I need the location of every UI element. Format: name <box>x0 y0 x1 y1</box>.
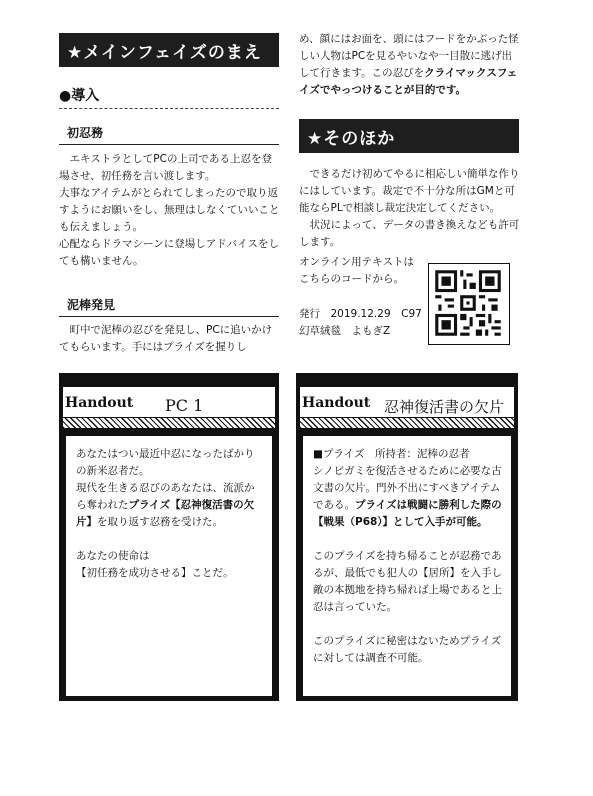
first-mission-p3: 心配ならドラマシーンに登場しアドバイスをしても構いません。 <box>59 238 279 267</box>
handout-prize-line4: このプライズに秘密はないためプライズに対しては調査不可能。 <box>313 635 502 664</box>
other-p1: できるだけ初めてやるに相応しい簡単な作りにはしています。裁定で不十分な所はGMと可能ならPLで相談し裁定決定してください。 <box>299 168 520 214</box>
other-text <box>299 166 521 251</box>
handout-prize-line3: このプライズを持ち帰ることが忍務であるが、最低でも犯人の【居所】を入手し敵の本拠地を持ち帰れば上場であると上忍は言っていた。 <box>313 550 502 613</box>
handout-pc1-prize: プライズ【忍神復活書の欠片】 <box>76 499 255 528</box>
online-note <box>299 254 429 288</box>
handout-prize-header <box>300 387 514 430</box>
handout-prize-body <box>302 435 512 697</box>
handout-pc1-mission: 【初任務を成功させる】ことだ。 <box>76 567 234 579</box>
thief-p1: 町中で泥棒の忍びを発見し、PCに追いかけてもらいます。手にはプライズを握りし <box>59 324 273 353</box>
qr-code[interactable] <box>428 263 510 345</box>
other-p2: 状況によって、データの書き換えなども許可します。 <box>299 219 520 248</box>
handout-pc1-line2a: 現代を生きる忍びのあなたは、流派から奪われた <box>76 482 255 511</box>
handout-logo: Handout <box>302 395 371 411</box>
main-title: ★メインフェイズのまえ <box>59 33 279 67</box>
first-mission-heading: 初忍務 <box>59 124 279 145</box>
thief-cont-goal: クライマックスフェイズでやっつけることが目的です。 <box>299 67 518 96</box>
handout-prize-line1: ■プライズ 所持者：泥棒の忍者 <box>313 448 470 460</box>
online-line2: こちらのコードから。 <box>299 273 404 285</box>
qr-code-icon <box>429 264 507 342</box>
first-mission-text <box>59 151 281 270</box>
handout-decoration <box>63 417 275 429</box>
thief-cont-text: め、顔にはお面を、頭にはフードをかぶった怪しい人物はPCを見るやいなや一目散に逃げ出して行きます。この忍びを <box>299 33 519 79</box>
handout-prize <box>296 373 518 701</box>
first-mission-p2: 大事なアイテムがとられてしまったので取り返すようにお願いをし、無理はしなくていいことも伝えましょう。 <box>59 187 280 233</box>
other-title: ★そのほか <box>299 119 519 153</box>
handout-pc1-body <box>65 435 273 697</box>
online-line1: オンライン用テキストは <box>299 256 414 268</box>
thief-heading: 泥棒発見 <box>59 296 279 317</box>
handout-pc1-header <box>63 387 275 430</box>
intro-heading: ●導入 <box>59 85 279 109</box>
pub-date: 発行 2019.12.29 C97 <box>299 308 422 320</box>
thief-continued <box>299 31 521 99</box>
handout-pc1-line2c: を取り返す忍務を受けた。 <box>97 516 223 528</box>
handout-pc1-line3: あなたの使命は <box>76 550 150 562</box>
publication-info <box>299 306 439 340</box>
handout-logo: Handout <box>65 395 134 411</box>
handout-pc1-subtitle: PC 1 <box>165 396 204 415</box>
pub-name: 幻草絨毯 よもぎZ <box>299 325 391 337</box>
handout-decoration <box>300 417 514 429</box>
handout-pc1 <box>59 373 279 701</box>
first-mission-p1: エキストラとしてPCの上司である上忍を登場させ、初任務を言い渡します。 <box>59 153 272 182</box>
handout-prize-acquire: プライズは戦闘に勝利した際の【戦果（P68）】として入手が可能。 <box>313 499 502 528</box>
thief-text <box>59 322 281 356</box>
handout-prize-subtitle: 忍神復活書の欠片 <box>384 398 505 416</box>
handout-pc1-line1: あなたはつい最近中忍になったばかりの新米忍者だ。 <box>76 448 255 477</box>
handout-prize-line2a: シノビガミを復活させるために必要な古文書の欠片。門外不出にすべきアイテムである。 <box>313 465 502 511</box>
